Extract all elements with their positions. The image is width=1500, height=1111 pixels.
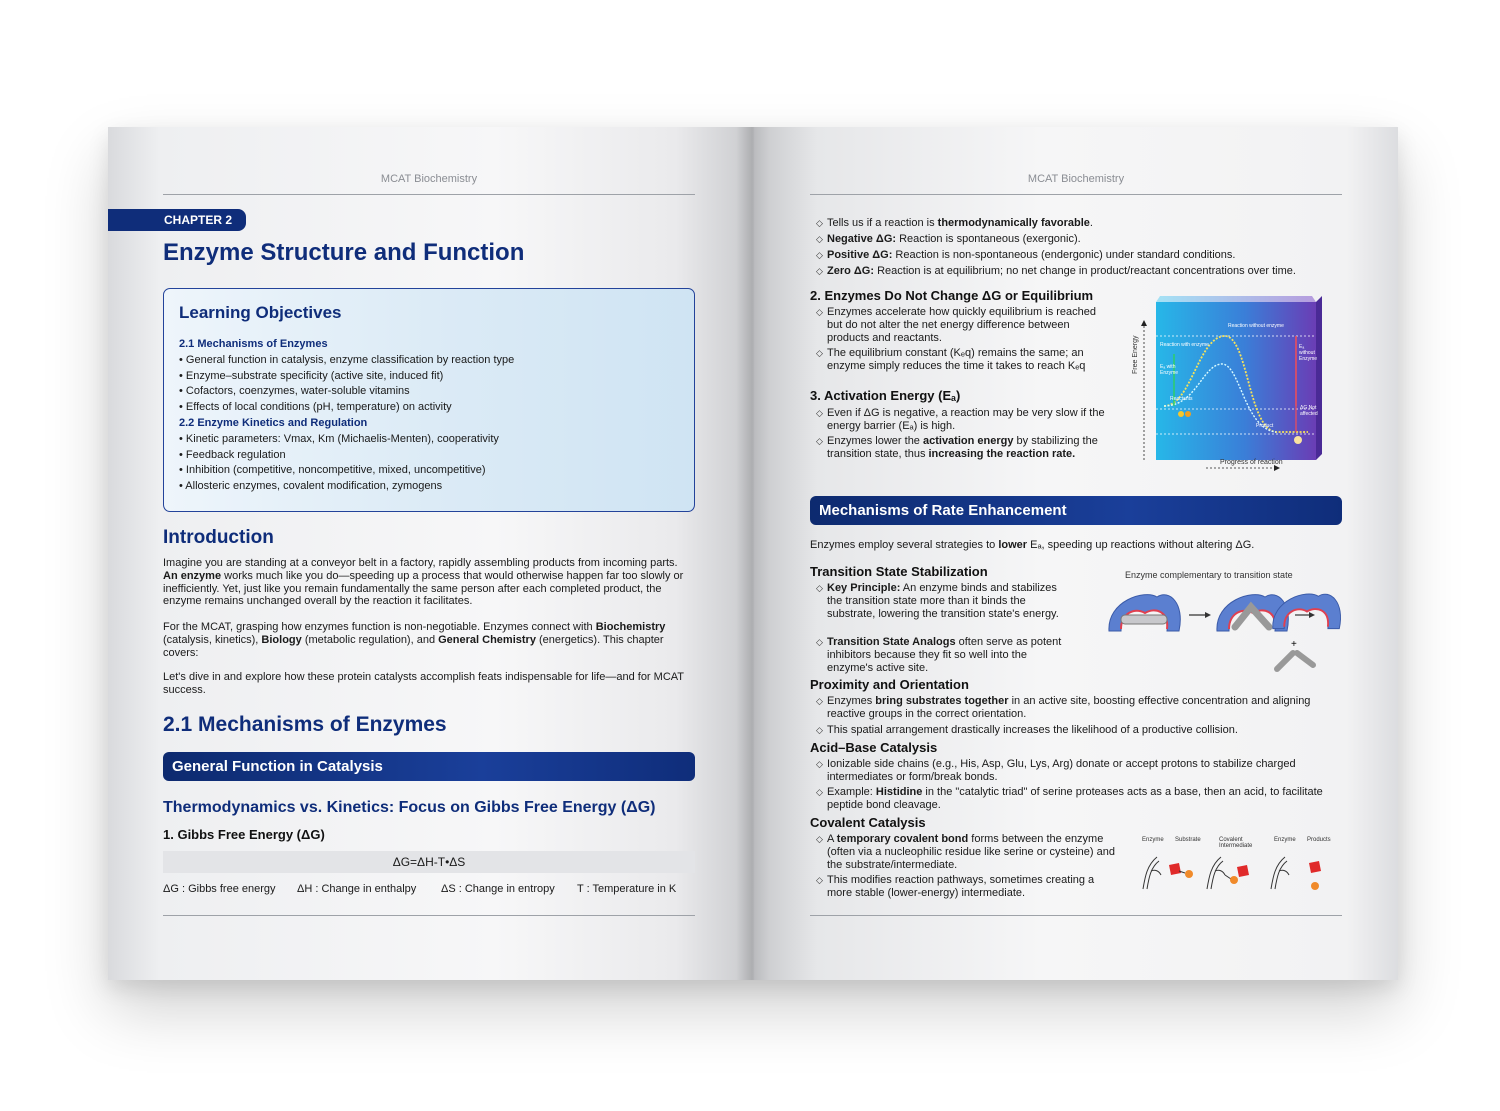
energy-x-label: Progress of reaction (1220, 459, 1283, 466)
cov-label-enzyme-2: Enzyme (1274, 837, 1296, 843)
objective-section-heading: 2.2 Enzyme Kinetics and Regulation (179, 416, 368, 429)
section-bar-general-function: General Function in Catalysis (163, 752, 695, 781)
covalent-heading: Covalent Catalysis (810, 815, 926, 830)
running-head: MCAT Biochemistry (1027, 173, 1125, 185)
energy-y-label: Free Energy (1132, 335, 1139, 374)
objective-item: • Allosteric enzymes, covalent modification, zymogens (179, 480, 443, 493)
label-with-enzyme: Reaction with enzyme (1160, 342, 1209, 348)
legend-ds: ΔS : Change in entropy (441, 883, 555, 895)
covalent-bullet-1: ◇ A temporary covalent bond forms between the enzyme (often via a nucleophilic residue like serine or cysteine) and the substrate/intermediate. (810, 833, 1120, 872)
activation-bullet-2: ◇ Enzymes lower the activation energy by stabilizing the transition state, thus increasing the reaction rate. (810, 435, 1110, 461)
gibbs-bullet: ◇ Positive ΔG: Reaction is non-spontaneous (endergonic) under standard conditions. (810, 249, 1350, 262)
label-without-enzyme: Reaction without enzyme (1228, 323, 1284, 329)
svg-text:+: + (1291, 639, 1297, 650)
section-title: 2.1 Mechanisms of Enzymes (163, 713, 447, 736)
learning-objectives-title: Learning Objectives (179, 303, 342, 322)
ts-figure (1105, 583, 1345, 675)
ts-figure-caption: Enzyme complementary to transition state (1125, 570, 1293, 580)
objective-item: • Feedback regulation (179, 448, 286, 461)
label-reactants: Reactants (1170, 396, 1193, 402)
gibbs-heading: 1. Gibbs Free Energy (ΔG) (163, 827, 325, 842)
legend-dh: ΔH : Change in enthalpy (297, 883, 417, 895)
acid-base-bullet-2: ◇ Example: Histidine in the "catalytic triad" of serine proteases acts as a base, then an acid, to facilitate peptide bond cleavage. (810, 786, 1330, 812)
objective-item: • Inhibition (competitive, noncompetitive, mixed, uncompetitive) (179, 464, 486, 477)
open-book (108, 127, 1398, 980)
introduction-heading: Introduction (163, 527, 274, 548)
subsection-title: Thermodynamics vs. Kinetics: Focus on Gibbs Free Energy (ΔG) (163, 799, 656, 816)
enzyme-shape-3 (1273, 594, 1341, 629)
section-bar-rate-enhancement: Mechanisms of Rate Enhancement (810, 496, 1342, 525)
proximity-bullet-2: ◇ This spatial arrangement drastically increases the likelihood of a productive collision. (810, 724, 1330, 737)
running-head: MCAT Biochemistry (380, 173, 478, 185)
left-page (108, 127, 753, 980)
learning-objectives-list (179, 337, 679, 495)
intro-paragraph-2: For the MCAT, grasping how enzymes function is non-negotiable. Enzymes connect with Biochemistry (catalysis, kinetics), Biology (metabolic regulation), and General Chemistry (energetics). This chapter covers: (163, 621, 666, 659)
gibbs-formula: ΔG=ΔH-T•ΔS (163, 851, 695, 873)
energy-diagram-graphic (1136, 294, 1346, 472)
equilibrium-heading: 2. Enzymes Do Not Change ΔG or Equilibrium (810, 288, 1094, 303)
header-rule (810, 194, 1342, 195)
enzyme-shape-1 (1109, 595, 1180, 631)
footer-rule (163, 915, 695, 916)
proximity-bullet-1: ◇ Enzymes bring substrates together in an active site, boosting effective concentration and aligning reactive groups in the correct orientation. (810, 695, 1330, 721)
acid-base-heading: Acid–Base Catalysis (810, 740, 938, 755)
acid-base-bullet-1: ◇ Ionizable side chains (e.g., His, Asp, Glu, Lys, Arg) donate or accept protons to stabilize charged intermediates or form/break bonds. (810, 758, 1330, 784)
objective-item: • Enzyme–substrate specificity (active site, induced fit) (179, 369, 444, 382)
covalent-bullet-2: ◇ This modifies reaction pathways, sometimes creating a more stable (lower-energy) intermediate. (810, 874, 1120, 900)
learning-objectives-box (163, 288, 695, 512)
ts-bullet-1: ◇ Key Principle: An enzyme binds and stabilizes the transition state more than it binds the substrate, lowering the transition state's energy. (810, 582, 1075, 621)
equilibrium-bullet-2: ◇ The equilibrium constant (Kₑq) remains the same; an enzyme simply reduces the time it takes to reach Kₑq (810, 347, 1110, 373)
objective-item: • Effects of local conditions (pH, temperature) on activity (179, 401, 452, 414)
activation-bullet-1: ◇ Even if ΔG is negative, a reaction may be very slow if the energy barrier (Eₐ) is high. (810, 407, 1110, 433)
header-rule (163, 194, 695, 195)
cov-label-intermediate: Covalent Intermediate (1219, 837, 1253, 849)
ts-stabilization-heading: Transition State Stabilization (810, 564, 988, 579)
covalent-figure (1139, 849, 1339, 893)
cov-label-products: Products (1307, 837, 1331, 843)
legend-dg: ΔG : Gibbs free energy (163, 883, 276, 895)
cov-label-enzyme: Enzyme (1142, 837, 1164, 843)
label-ea-without: Eₐ without Enzyme (1299, 344, 1318, 362)
intro-paragraph-3: Let's dive in and explore how these protein catalysts accomplish feats indispensable for life—and for MCAT success. (163, 671, 684, 696)
objective-section-heading: 2.1 Mechanisms of Enzymes (179, 338, 328, 350)
gibbs-bullet: ◇ Tells us if a reaction is thermodynamically favorable. (810, 217, 1350, 230)
objective-item: • Kinetic parameters: Vmax, Km (Michaelis-Menten), cooperativity (179, 432, 499, 445)
ts-bullet-2: ◇ Transition State Analogs often serve as potent inhibitors because they fit so well into the enzyme's active site. (810, 636, 1075, 675)
intro-paragraph-1: Imagine you are standing at a conveyor belt in a factory, rapidly assembling products from incoming parts. An enzyme works much like you do—speeding up a process that would otherwise happen far too slowly or inefficiently. Yet, just like you remain fundamentally the same person after each completed product, the enzyme remains unchanged overall by the reaction it facilitates. (163, 557, 684, 608)
footer-rule (810, 915, 1342, 916)
label-dg-not-affected: ΔG Not affected (1300, 405, 1318, 417)
gibbs-bullet: ◇ Negative ΔG: Reaction is spontaneous (exergonic). (810, 233, 1350, 246)
energy-diagram (1132, 294, 1346, 472)
equilibrium-bullet-1: ◇ Enzymes accelerate how quickly equilibrium is reached but do not alter the net energy difference between products and reactants. (810, 306, 1110, 345)
objective-item: • General function in catalysis, enzyme classification by reaction type (179, 353, 515, 366)
chapter-label: CHAPTER 2 (108, 209, 246, 231)
legend-t: T : Temperature in K (577, 883, 677, 895)
book-spine (736, 127, 770, 980)
label-ea-with: Eₐ with Enzyme (1160, 364, 1179, 376)
objective-item: • Cofactors, coenzymes, water-soluble vitamins (179, 385, 410, 398)
rate-enhancement-intro: Enzymes employ several strategies to lower Eₐ, speeding up reactions without altering ΔG. (810, 539, 1255, 551)
cov-label-substrate: Substrate (1175, 837, 1201, 843)
right-page (753, 127, 1398, 980)
activation-energy-heading: 3. Activation Energy (Eₐ) (810, 388, 961, 403)
proximity-heading: Proximity and Orientation (810, 677, 969, 692)
label-product: Product (1256, 423, 1274, 429)
chapter-title: Enzyme Structure and Function (163, 239, 525, 266)
gibbs-bullet: ◇ Zero ΔG: Reaction is at equilibrium; no net change in product/reactant concentrations over time. (810, 265, 1350, 278)
